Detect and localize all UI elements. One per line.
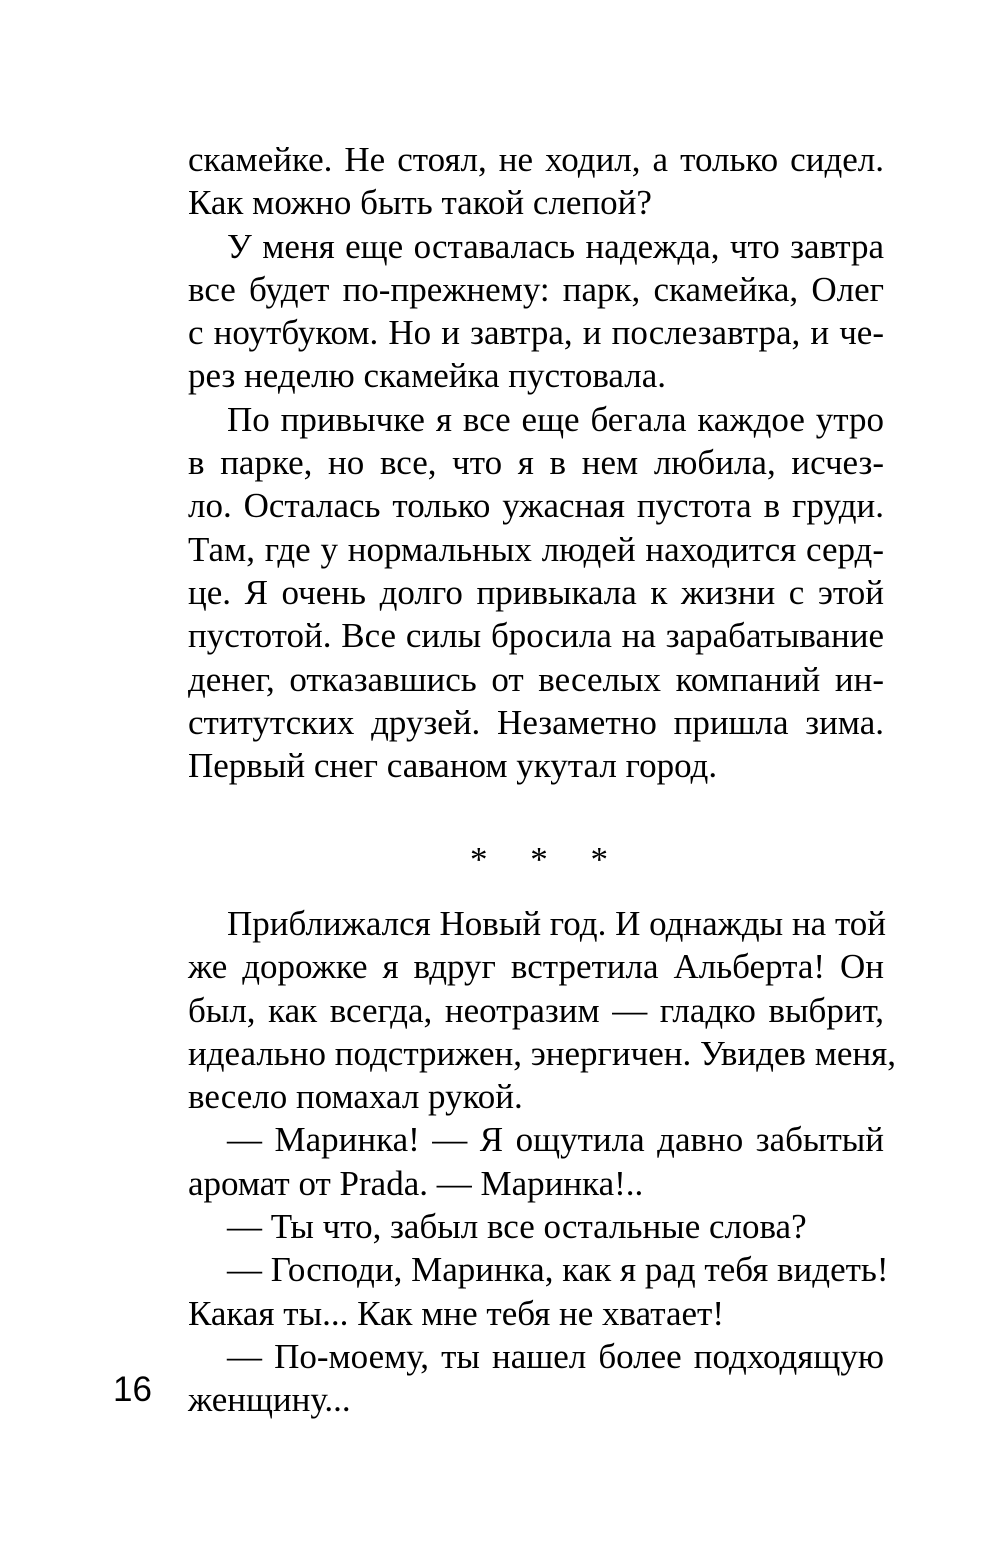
text-line: Приближался Новый год. И однажды на той (227, 904, 887, 943)
text-line: ститутских друзей. Незаметно пришла зима. (188, 702, 884, 742)
text-line: с ноутбуком. Но и завтра, и послезавтра, и че- (188, 313, 884, 353)
text-line: идеально подстрижен, энергичен. Увидев меня, (188, 1033, 896, 1073)
separator-asterisk: * (470, 840, 488, 879)
paragraph (188, 902, 896, 1118)
paragraph (188, 225, 884, 398)
text-line: скамейке. Не стоял, не ходил, а только сидел. (188, 140, 884, 179)
text-line: рез неделю скамейка пустовала. (188, 356, 667, 396)
text-line: денег, отказавшись от веселых компаний ин- (188, 659, 884, 699)
text-block-bottom (188, 902, 896, 1422)
dialogue-paragraph (188, 1205, 884, 1248)
text-line: аромат от Prada. — Маринка!.. (188, 1163, 644, 1203)
text-line: же дорожке я вдруг встретила Альберта! Он (188, 947, 884, 987)
separator-asterisk: * (530, 840, 548, 879)
text-block-top (188, 138, 884, 787)
text-line: У меня еще оставалась надежда, что завтра (227, 226, 884, 266)
paragraph (188, 398, 884, 788)
dialogue-paragraph (188, 1248, 889, 1335)
text-line: Первый снег саваном укутал город. (188, 746, 718, 786)
text-line: пустотой. Все силы бросила на зарабатывание (188, 616, 884, 656)
separator-asterisk: * (590, 840, 608, 879)
text-line: — Ты что, забыл все остальные слова? (227, 1207, 807, 1247)
dialogue-paragraph (188, 1335, 884, 1422)
section-separator (470, 838, 608, 881)
text-line: Какая ты... Как мне тебя не хватает! (188, 1293, 724, 1333)
text-line: Как можно быть такой слепой? (188, 183, 652, 223)
text-line: весело помахал рукой. (188, 1077, 523, 1117)
text-line: По привычке я все еще бегала каждое утро (227, 399, 884, 439)
paragraph (188, 138, 884, 225)
text-line: женщину... (188, 1380, 351, 1420)
page-number: 16 (113, 1370, 152, 1409)
text-line: — Маринка! — Я ощутила давно забытый (227, 1120, 884, 1160)
text-line: — Господи, Маринка, как я рад тебя видеть! (227, 1250, 889, 1290)
text-line: был, как всегда, неотразим — гладко выбрит, (188, 990, 884, 1030)
text-line: в парке, но все, что я в нем любила, исчез- (188, 443, 884, 483)
text-line: це. Я очень долго привыкала к жизни с этой (188, 572, 884, 612)
dialogue-paragraph (188, 1118, 884, 1205)
text-line: все будет по-прежнему: парк, скамейка, Олег (188, 269, 884, 309)
text-line: — По-моему, ты нашел более подходящую (227, 1336, 884, 1376)
text-line: Там, где у нормальных людей находится серд- (188, 529, 884, 569)
text-line: ло. Осталась только ужасная пустота в груди. (188, 486, 884, 526)
